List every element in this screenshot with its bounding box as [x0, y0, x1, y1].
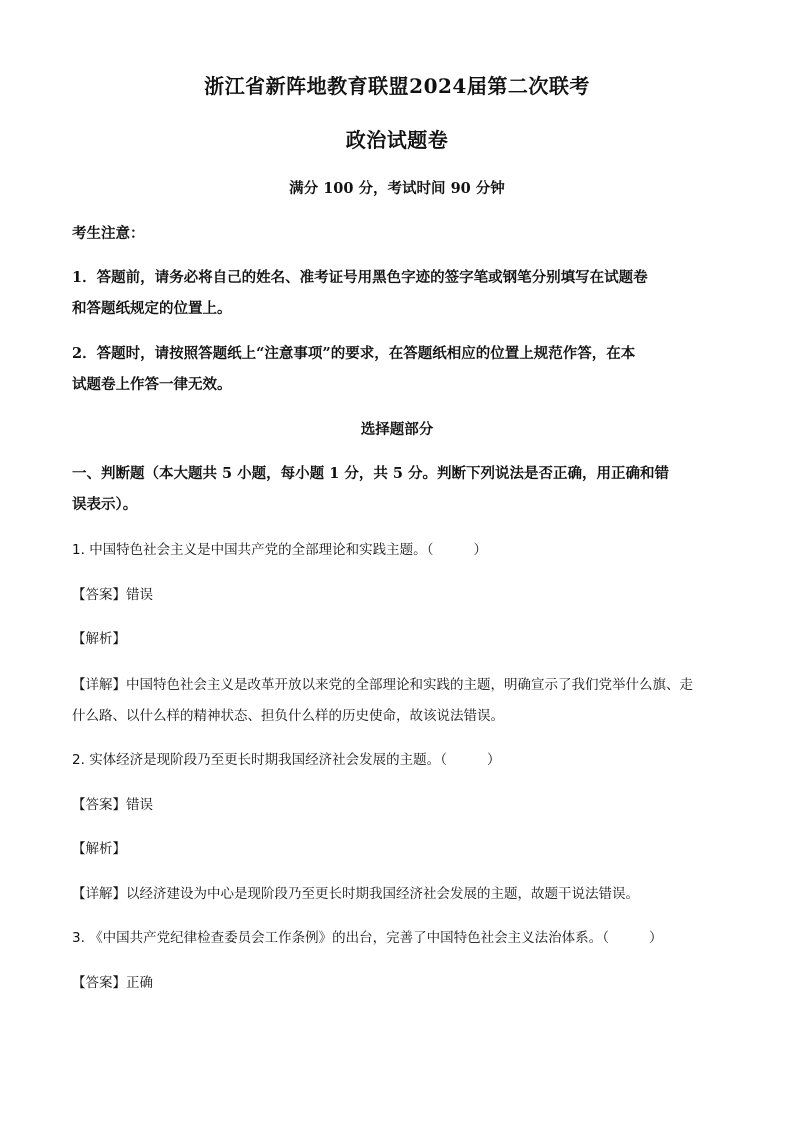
notice-item-2-line-2: 试题卷上作答一律无效。 [72, 376, 232, 393]
section-title: 选择题部分 [360, 421, 434, 438]
part-one-heading-line-1: 一、判断题（本大题共 5 小题，每小题 1 分，共 5 分。判断下列说法是否正确，用正确和错 [72, 465, 670, 482]
question-2-answer [72, 793, 722, 813]
question-1-answer [72, 583, 722, 603]
answer-blank-open: （ [602, 930, 609, 946]
exam-meta: 满分 100 分，考试时间 90 分钟 [289, 180, 505, 197]
part-one-heading-line-2: 误表示）。 [72, 496, 138, 513]
notice-item-1-line-1: 1．答题前，请务必将自己的姓名、准考证号用黑色字迹的签字笔或钢笔分别填写在试题卷 [72, 269, 648, 286]
detail-text: 中国特色社会主义是改革开放以来党的全部理论和实践的主题，明确宣示了我们党举什么旗、走 [126, 677, 693, 693]
answer-blank-close: ） [486, 752, 501, 768]
notice-item-2-line-1: 2．答题时，请按照答题纸上“注意事项”的要求，在答题纸相应的位置上规范作答，在本 [72, 345, 636, 362]
question-1-detail-line-2: 什么路、以什么样的精神状态、担负什么样的历史使命，故该说法错误。 [72, 708, 504, 724]
question-3-answer [72, 971, 722, 991]
analysis-label: 【解析】 [72, 841, 126, 857]
answer-value: 错误 [126, 587, 153, 603]
question-stem: 《中国共产党纪律检查委员会工作条例》的出台，完善了中国特色社会主义法治体系。 [89, 930, 603, 946]
question-number: 3. [72, 930, 85, 946]
notice-item-1-line-2: 和答题纸规定的位置上。 [72, 300, 232, 317]
answer-value: 正确 [126, 975, 153, 991]
exam-subject-title: 政治试题卷 [345, 128, 449, 152]
detail-label: 【详解】 [72, 886, 126, 902]
exam-title: 浙江省新阵地教育联盟2024届第二次联考 [204, 74, 590, 98]
answer-label: 【答案】 [72, 797, 126, 813]
question-number: 2. [72, 752, 85, 768]
analysis-label: 【解析】 [72, 631, 126, 647]
question-1 [72, 538, 722, 558]
question-2-detail-line-1 [72, 882, 722, 902]
answer-blank-close: ） [648, 930, 663, 946]
answer-blank-open: （ [440, 752, 447, 768]
answer-label: 【答案】 [72, 975, 126, 991]
answer-label: 【答案】 [72, 587, 126, 603]
answer-blank-open: （ [426, 542, 434, 558]
answer-blank-close: ） [473, 542, 487, 558]
question-stem: 中国特色社会主义是中国共产党的全部理论和实践主题。 [89, 542, 427, 558]
answer-value: 错误 [126, 797, 153, 813]
notice-heading: 考生注意： [72, 225, 145, 242]
question-1-detail-line-1 [72, 673, 722, 693]
question-number: 1. [72, 542, 85, 558]
question-1-analysis [72, 627, 722, 647]
question-2 [72, 748, 722, 768]
detail-text: 以经济建设为中心是现阶段乃至更长时期我国经济社会发展的主题，故题干说法错误。 [126, 886, 639, 902]
question-3 [72, 926, 722, 946]
question-2-analysis [72, 837, 722, 857]
detail-label: 【详解】 [72, 677, 126, 693]
question-stem: 实体经济是现阶段乃至更长时期我国经济社会发展的主题。 [89, 752, 441, 768]
